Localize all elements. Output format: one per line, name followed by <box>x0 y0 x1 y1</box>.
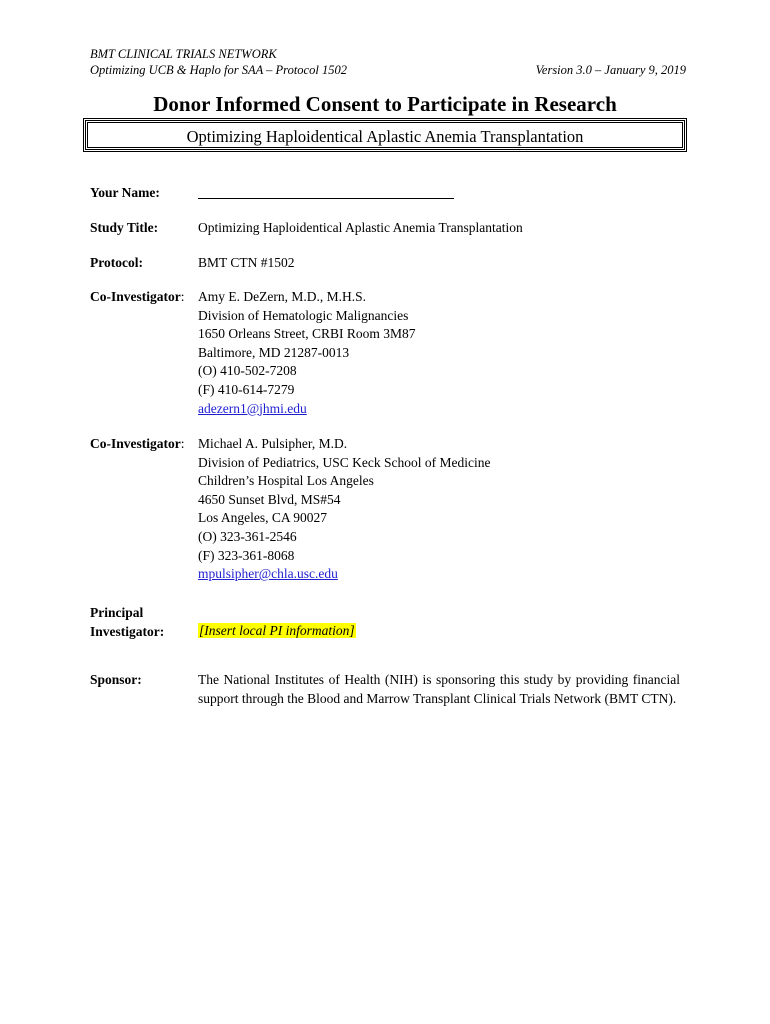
protocol-row <box>90 254 690 274</box>
protocol-subtitle: Optimizing UCB & Haplo for SAA – Protocol 1502 <box>90 63 347 77</box>
co-investigator-2-street: 4650 Sunset Blvd, MS#54 <box>198 491 341 507</box>
co-investigator-2-fax: (F) 323-361-8068 <box>198 547 295 563</box>
study-title-row <box>90 219 690 239</box>
running-header-left <box>90 46 347 78</box>
co-investigator-2-hospital: Children’s Hospital Los Angeles <box>198 473 374 489</box>
your-name-label: Your Name: <box>90 185 160 200</box>
co-investigator-1-office-phone: (O) 410-502-7208 <box>198 363 297 379</box>
your-name-row <box>90 184 690 204</box>
co-investigator-1-block <box>90 288 690 423</box>
sponsor-label: Sponsor: <box>90 672 142 687</box>
co-investigator-1-city: Baltimore, MD 21287-0013 <box>198 344 350 360</box>
sponsor-row <box>90 671 690 731</box>
co-investigator-1-division: Division of Hematologic Malignancies <box>198 307 409 323</box>
co-investigator-1-name: Amy E. DeZern, M.D., M.H.S. <box>198 289 366 304</box>
co-investigator-1-street: 1650 Orleans Street, CRBI Room 3M87 <box>198 326 416 342</box>
co-investigator-2-email-link[interactable]: mpulsipher@chla.usc.edu <box>198 566 338 582</box>
co-investigator-2-city: Los Angeles, CA 90027 <box>198 510 328 526</box>
version-date: Version 3.0 – January 9, 2019 <box>535 63 686 77</box>
co-investigator-1-details <box>198 288 680 418</box>
study-banner <box>85 120 685 150</box>
co-investigator-1-email-link[interactable]: adezern1@jhmi.edu <box>198 400 307 416</box>
co-investigator-2-label: Co-Investigator: <box>90 436 185 451</box>
co-investigator-1-label: Co-Investigator: <box>90 289 185 304</box>
co-investigator-2-name: Michael A. Pulsipher, M.D. <box>198 436 348 451</box>
protocol-label: Protocol: <box>90 255 143 270</box>
co-investigator-2-office-phone: (O) 323-361-2546 <box>198 528 297 544</box>
co-investigator-2-division: Division of Pediatrics, USC Keck School of Medicine <box>198 454 491 470</box>
network-name: BMT CLINICAL TRIALS NETWORK <box>90 47 277 61</box>
co-investigator-2-details <box>198 435 680 584</box>
principal-investigator-placeholder[interactable]: [Insert local PI information] <box>199 623 355 638</box>
sponsor-text: The National Institutes of Health (NIH) is sponsoring this study by providing financial support through the Blood and Marrow Transplant Clinical Trials Network (BMT CTN). <box>198 672 680 706</box>
your-name-blank-line[interactable] <box>198 198 454 199</box>
study-banner-text: Optimizing Haploidentical Aplastic Anemia Transplantation <box>186 127 584 146</box>
principal-investigator-label: Principal Investigator: <box>90 605 165 639</box>
co-investigator-1-fax: (F) 410-614-7279 <box>198 381 295 397</box>
document-title: Donor Informed Consent to Participate in Research <box>153 92 617 116</box>
study-title-label: Study Title: <box>90 220 159 235</box>
principal-investigator-row <box>90 604 690 644</box>
protocol-value: BMT CTN #1502 <box>198 255 295 270</box>
co-investigator-2-block <box>90 435 690 590</box>
study-title-value: Optimizing Haploidentical Aplastic Anemia Transplantation <box>198 220 523 235</box>
